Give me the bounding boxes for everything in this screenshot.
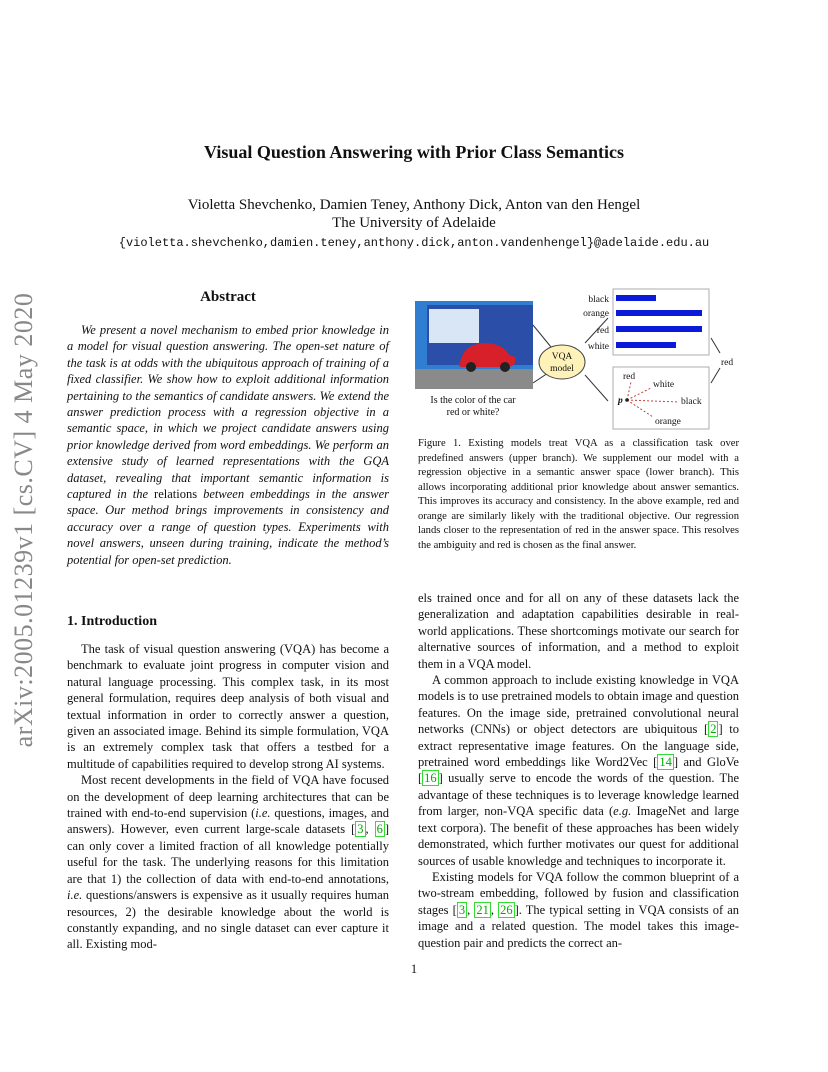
authors: Violetta Shevchenko, Damien Teney, Anthony Dick, Anton van den Hengel (187, 197, 641, 213)
author-emails: {violetta.shevchenko,damien.teney,anthony.dick,anton.vandenhengel}@adelaide.edu.au (118, 236, 710, 250)
photo-window (429, 309, 479, 343)
prediction-label: p (618, 396, 623, 406)
page-number: 1 (410, 962, 418, 976)
question-line-2: red or white? (446, 407, 500, 418)
p2-text-d: questions/answers is expensive as it usually requires human resources, 2) the desirable knowledge about the world is constantly expanding, and no single dataset can ever capture it all. Existing mod- (67, 888, 389, 952)
p4-text-d: usually serve to encode the words of the question. The advantage of these techniques is to leverage knowledge learned from larger, non-VQA specific data ( (418, 771, 739, 819)
arrow-regression-to-output (711, 368, 720, 383)
model-label-2: model (550, 364, 574, 374)
citation-26[interactable]: 26 (500, 902, 513, 917)
arrow-classifier-to-output (711, 338, 720, 353)
space-label-red: red (623, 372, 636, 382)
intro-paragraph-5: Existing models for VQA follow the common blueprint of a two-stream embedding, followed by fusion and classification stages [ 3 , 21 , 26 ]. The typical setting in VQA consists of an image and a related question. The model takes this image-question pair and predicts the correct an- (418, 869, 740, 950)
intro-paragraph-2: Most recent developments in the field of VQA have focused on the development of deep learning architectures that can be trained with end-to-end supervision (i.e. questions, images, and answers). However, even current large-scale datasets [ 3 , 6 ] can only cover a limited fraction of all knowledge potentially useful for the task. The underlying reasons for this limitation are that 1) the collection of data with end-to-end annotations, i.e. questions/answers is expensive as it usually requires human resources, 2) the desirable knowledge about the world is constantly expanding, and no single dataset can ever capture it all. Existing mod- (67, 773, 390, 952)
prediction-point (625, 398, 629, 402)
bar-label-red: red (596, 326, 609, 336)
car-photo (415, 301, 533, 389)
intro-paragraph-4: A common approach to include existing knowledge in VQA models is to use pretrained models to obtain image and question features. On the image side, pretrained convolutional neural networks (CNNs) or object detectors are ubiquitous [ 2 ] to extract representative image features. On the language side, pretrained word embeddings like Word2Vec [ 14 ] and GloVe [ 16 ] usually serve to encode the words of the question. The advantage of these techniques is to leverage knowledge learned from larger, non-VQA specific data (e.g. ImageNet and large text corpora). The benefit of these approaches has been widely demonstrated, which further motivates our quest for additional sources of usable knowledge and techniques to incorporate it. (418, 673, 739, 868)
p5-text-a: Existing models for VQA follow the common blueprint of a two-stream embedding, followed by fusion and classification stages (418, 869, 739, 917)
intro-paragraph-3: els trained once and for all on any of these datasets lack the generalization and adaptation capabilities desirable in real-world applications. These shortcomings motivate our search for alternative sources of information, and a method to exploit them in a VQA model. (418, 591, 739, 671)
p2-ie-1: i.e. (255, 806, 271, 821)
model-label-1: VQA (551, 352, 573, 362)
car-wheel-back (500, 362, 510, 372)
car-wheel-front (466, 362, 476, 372)
output-label: red (721, 358, 734, 368)
arrow-model-to-regression (585, 375, 608, 401)
p2-text-b: questions, images, and answers). However, even current large-scale datasets (67, 806, 389, 837)
section-heading-introduction: 1. Introduction (67, 614, 157, 629)
p5-text-b: . The typical setting in VQA consists of an image and a related question. The model takes this image-question pair and predicts the correct an- (418, 902, 740, 950)
p4-text-a: A common approach to include existing knowledge in VQA models is to use pretrained models to obtain image and question features. On the image side, pretrained convolutional neural networks (CNNs) or object detectors are ubiquitous (418, 673, 739, 737)
arxiv-stamp (4, 285, 44, 755)
p2-ie-2: i.e. (67, 888, 83, 903)
p4-eg: e.g. (613, 804, 632, 819)
arxiv-stamp-text: arXiv:2005.01239v1 [cs.CV] 4 May 2020 (9, 292, 38, 748)
bar-orange (616, 310, 702, 316)
paper-title: Visual Question Answering with Prior Class Semantics (203, 142, 625, 162)
p2-text-c: can only cover a limited fraction of all knowledge potentially useful for the task. The underlying reasons for this limitation are that 1) the collection of data with end-to-end annotations, (67, 838, 389, 886)
bar-red (616, 326, 702, 332)
figure-question (418, 395, 528, 419)
intro-left-column (67, 641, 389, 953)
abstract-text-part2: between embeddings in the answer space. Our method brings improvements in consistency and accuracy over a range of question types. Experiments with novel answers, unseen during training, indicate the method’s potential for open-set prediction. (67, 487, 390, 567)
abstract-text (67, 322, 389, 568)
space-label-white: white (653, 380, 675, 390)
p2-text-a: Most recent developments in the field of VQA have focused on the development of deep learning architectures that can be trained with end-to-end supervision ( (67, 773, 389, 821)
figure-caption: Figure 1. Existing models treat VQA as a classification task over predefined answers (upper branch). We supplement our model with a regression objective in a semantic answer space (lower branch). This allows incorporating additional prior knowledge about answer semantics. This improves its accuracy and consistency. In the above example, red and orange are similarly likely with the traditional objective. Our regression lands closer to the representation of red in the answer space. This resolves the ambiguity and red is chosen as the final answer. (418, 438, 739, 551)
space-label-orange: orange (655, 417, 681, 427)
abstract-text-upright: relations (154, 487, 198, 502)
p4-text-b: to extract representative image features. On the language side, pretrained word embeddings like Word2Vec (418, 722, 739, 770)
bar-label-orange: orange (583, 309, 609, 319)
question-line-1: Is the color of the car (430, 395, 516, 406)
intro-right-column (418, 590, 739, 951)
citation-14[interactable]: 14 (659, 755, 672, 770)
affiliation: The University of Adelaide (332, 215, 496, 231)
photo-road (415, 369, 533, 389)
citation-16[interactable]: 16 (424, 771, 437, 786)
bar-label-black: black (588, 295, 609, 305)
bar-white (616, 342, 676, 348)
citation-3[interactable]: 3 (357, 822, 364, 837)
citation-6[interactable]: 6 (376, 822, 383, 837)
space-label-black: black (681, 397, 702, 407)
citation-2[interactable]: 2 (710, 722, 717, 737)
intro-paragraph-1: The task of visual question answering (VQA) has become a benchmark to evaluate joint progress in computer vision and natural language processing. This complex task, in its most general formulation, requires deep analysis of both visual and textual information in order to correctly answer a question, given an associated image. Behind its simple formulation, VQA is an extremely complex task that offers a testbed for a multitude of capabilities required to develop strong AI systems. (67, 642, 389, 771)
citation-21[interactable]: 21 (476, 902, 489, 917)
abstract-heading: Abstract (200, 289, 256, 305)
abstract-text-part1: We present a novel mechanism to embed prior knowledge in a model for visual question answering. The open-set nature of the task is at odds with the ubiquitous approach of training of a fixed classifier. We show how to exploit additional information pertaining to the semantics of candidate answers. We extend the answer prediction process with a regression objective in a semantic space, in which we project candidate answers using prior knowledge derived from word embeddings. We perform an extensive study of learned representations with the GQA dataset, revealing that important semantic information is captured in the (67, 323, 389, 502)
bar-label-white: white (587, 342, 609, 352)
bar-black (616, 295, 656, 301)
p4-text-c: and GloVe (678, 755, 739, 770)
author-block (0, 196, 828, 232)
citation-3b[interactable]: 3 (458, 902, 466, 917)
p4-text-e: ImageNet and large text corpora). The benefit of these approaches has been widely demonstrated, which further motivates our quest for additional sources of usable knowledge and techniques to incorporate it. (418, 804, 739, 868)
arrow-image-to-model (533, 325, 551, 347)
